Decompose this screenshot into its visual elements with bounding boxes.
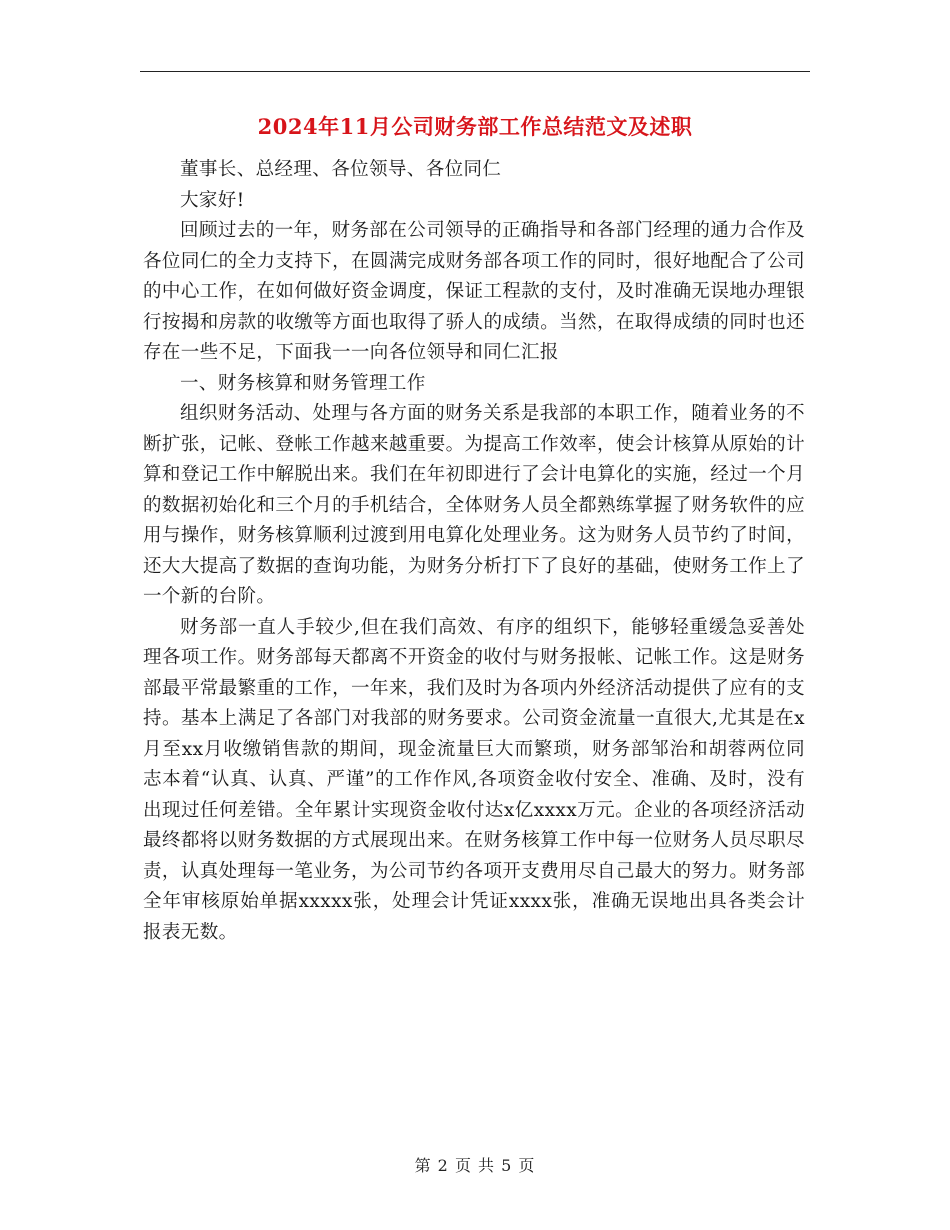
document-title: 2024年11月公司财务部工作总结范文及述职	[257, 114, 693, 139]
greeting: 大家好!	[180, 189, 245, 211]
body-paragraph: 财务部一直人手较少,但在我们高效、有序的组织下，能够轻重缓急妥善处理各项工作。财务部每天都离不开资金的收付与财务报帐、记帐工作。这是财务部最平常最繁重的工作，一年来，我们及时为各项内外经济活动提供了应有的支持。基本上满足了各部门对我部的财务要求。公司资金流量一直很大,尤其是在x月至xx月收缴销售款的期间，现金流量巨大而繁琐，财务部邹治和胡蓉两位同志本着“认真、认真、严谨”的工作作风,各项资金收付安全、准确、及时，没有出现过任何差错。全年累计实现资金收付达x亿xxxx万元。企业的各项经济活动最终都将以财务数据的方式展现出来。在财务核算工作中每一位财务人员尽职尽责，认真处理每一笔业务，为公司节约各项开支费用尽自己最大的努力。财务部全年审核原始单据xxxxx张，处理会计凭证xxxx张，准确无误地出具各类会计报表无数。	[143, 616, 805, 943]
page-number: 第 2 页 共 5 页	[414, 1156, 536, 1175]
section-heading: 一、财务核算和财务管理工作	[180, 372, 426, 394]
body-paragraph: 组织财务活动、处理与各方面的财务关系是我部的本职工作，随着业务的不断扩张，记帐、登帐工作越来越重要。为提高工作效率，使会计核算从原始的计算和登记工作中解脱出来。我们在年初即进行了会计电算化的实施，经过一个月的数据初始化和三个月的手机结合，全体财务人员全都熟练掌握了财务软件的应用与操作，财务核算顺利过渡到用电算化处理业务。这为财务人员节约了时间，还大大提高了数据的查询功能，为财务分析打下了良好的基础，使财务工作上了一个新的台阶。	[143, 403, 805, 607]
salutation: 董事长、总经理、各位领导、各位同仁	[180, 159, 502, 180]
intro-paragraph: 回顾过去的一年，财务部在公司领导的正确指导和各部门经理的通力合作及各位同仁的全力支持下，在圆满完成财务部各项工作的同时，很好地配合了公司的中心工作，在如何做好资金调度，保证工程款的支付，及时准确无误地办理银行按揭和房款的收缴等方面也取得了骄人的成绩。当然，在取得成绩的同时也还存在一些不足，下面我一一向各位领导和同仁汇报	[143, 220, 805, 363]
header-rule	[140, 71, 810, 72]
document-body	[143, 155, 805, 948]
